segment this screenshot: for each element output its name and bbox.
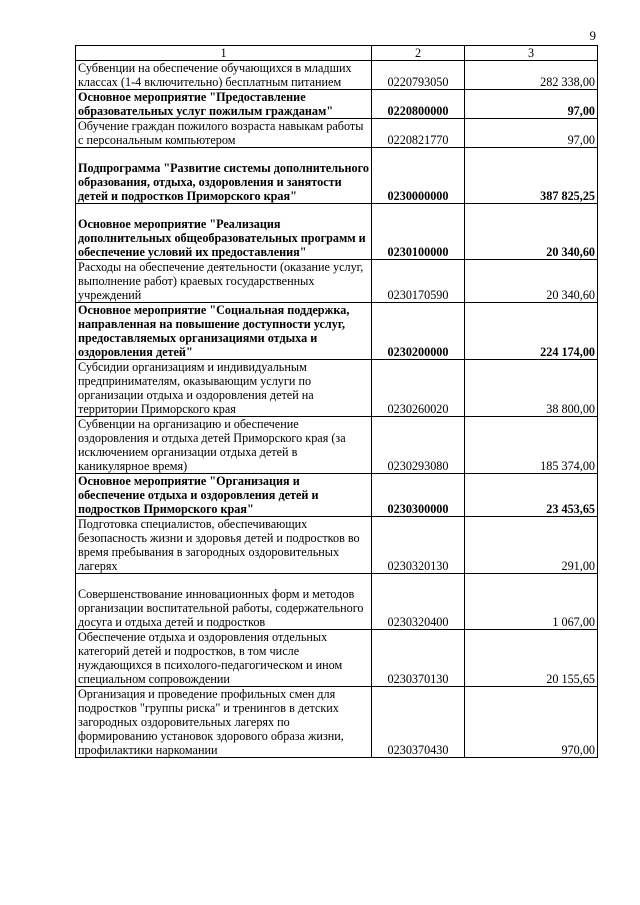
row-sum-cell: 224 174,00 [465,303,598,360]
header-cell-code: 2 [372,46,465,61]
table-row [76,517,598,574]
row-code-cell: 0230320130 [372,517,465,574]
row-name-cell: Обеспечение отдыха и оздоровления отдельных категорий детей и подростков, в том числе нуждающихся в психолого-педагогическом и ином специальном сопровождении [76,630,372,687]
row-code-cell: 0230170590 [372,260,465,303]
row-code-cell: 0220793050 [372,61,465,90]
row-code-cell: 0230293080 [372,417,465,474]
row-sum-cell: 20 340,60 [465,260,598,303]
row-code-cell: 0230370430 [372,687,465,758]
table-header-row [76,46,598,61]
row-name-cell: Субвенции на обеспечение обучающихся в младших классах (1-4 включительно) бесплатным питанием [76,61,372,90]
table-row [76,90,598,119]
header-cell-sum: 3 [465,46,598,61]
page-number: 9 [589,28,596,43]
row-sum-cell: 38 800,00 [465,360,598,417]
row-code-cell: 0230000000 [372,148,465,204]
row-name-cell: Основное мероприятие "Социальная поддержка, направленная на повышение доступности услуг, предоставляемых организациями отдыха и оздоровления детей" [76,303,372,360]
row-sum-cell: 23 453,65 [465,474,598,517]
table-row [76,574,598,630]
row-sum-cell: 1 067,00 [465,574,598,630]
row-sum-cell: 97,00 [465,119,598,148]
table-row [76,61,598,90]
row-sum-cell: 185 374,00 [465,417,598,474]
row-name-cell: Расходы на обеспечение деятельности (оказание услуг, выполнение работ) краевых государственных учреждений [76,260,372,303]
table-row [76,148,598,204]
budget-table [75,45,598,758]
row-code-cell: 0230370130 [372,630,465,687]
row-name-cell: Совершенствование инновационных форм и методов организации воспитательной работы, содержательного досуга и отдыха детей и подростков [76,574,372,630]
row-code-cell: 0230100000 [372,204,465,260]
row-code-cell: 0220821770 [372,119,465,148]
table-row [76,630,598,687]
row-sum-cell: 970,00 [465,687,598,758]
row-name-cell: Организация и проведение профильных смен для подростков "группы риска" и тренингов в детских загородных оздоровительных лагерях по формированию установок здорового образа жизни, профилактики наркомании [76,687,372,758]
table-row [76,687,598,758]
table-row [76,119,598,148]
row-code-cell: 0230200000 [372,303,465,360]
row-name-cell: Основное мероприятие "Предоставление образовательных услуг пожилым гражданам" [76,90,372,119]
row-sum-cell: 20 155,65 [465,630,598,687]
row-sum-cell: 20 340,60 [465,204,598,260]
row-name-cell: Субвенции на организацию и обеспечение оздоровления и отдыха детей Приморского края (за исключением организации отдыха детей в каникулярное время) [76,417,372,474]
row-sum-cell: 282 338,00 [465,61,598,90]
row-code-cell: 0230300000 [372,474,465,517]
row-code-cell: 0230320400 [372,574,465,630]
table-row [76,360,598,417]
table-row [76,474,598,517]
row-name-cell: Подпрограмма "Развитие системы дополнительного образования, отдыха, оздоровления и занятости детей и подростков Приморского края" [76,148,372,204]
table-row [76,303,598,360]
row-sum-cell: 291,00 [465,517,598,574]
row-name-cell: Подготовка специалистов, обеспечивающих безопасность жизни и здоровья детей и подростков во время пребывания в загородных оздоровительных лагерях [76,517,372,574]
row-code-cell: 0230260020 [372,360,465,417]
row-code-cell: 0220800000 [372,90,465,119]
table-row [76,204,598,260]
table-row [76,417,598,474]
row-name-cell: Основное мероприятие "Организация и обеспечение отдыха и оздоровления детей и подростков Приморского края" [76,474,372,517]
header-cell-name: 1 [76,46,372,61]
row-name-cell: Обучение граждан пожилого возраста навыкам работы с персональным компьютером [76,119,372,148]
row-sum-cell: 97,00 [465,90,598,119]
row-name-cell: Субсидии организациям и индивидуальным предпринимателям, оказывающим услуги по организации отдыха и оздоровления детей на территории Приморского края [76,360,372,417]
row-sum-cell: 387 825,25 [465,148,598,204]
row-name-cell: Основное мероприятие "Реализация дополнительных общеобразовательных программ и обеспечение условий их предоставления" [76,204,372,260]
table-row [76,260,598,303]
